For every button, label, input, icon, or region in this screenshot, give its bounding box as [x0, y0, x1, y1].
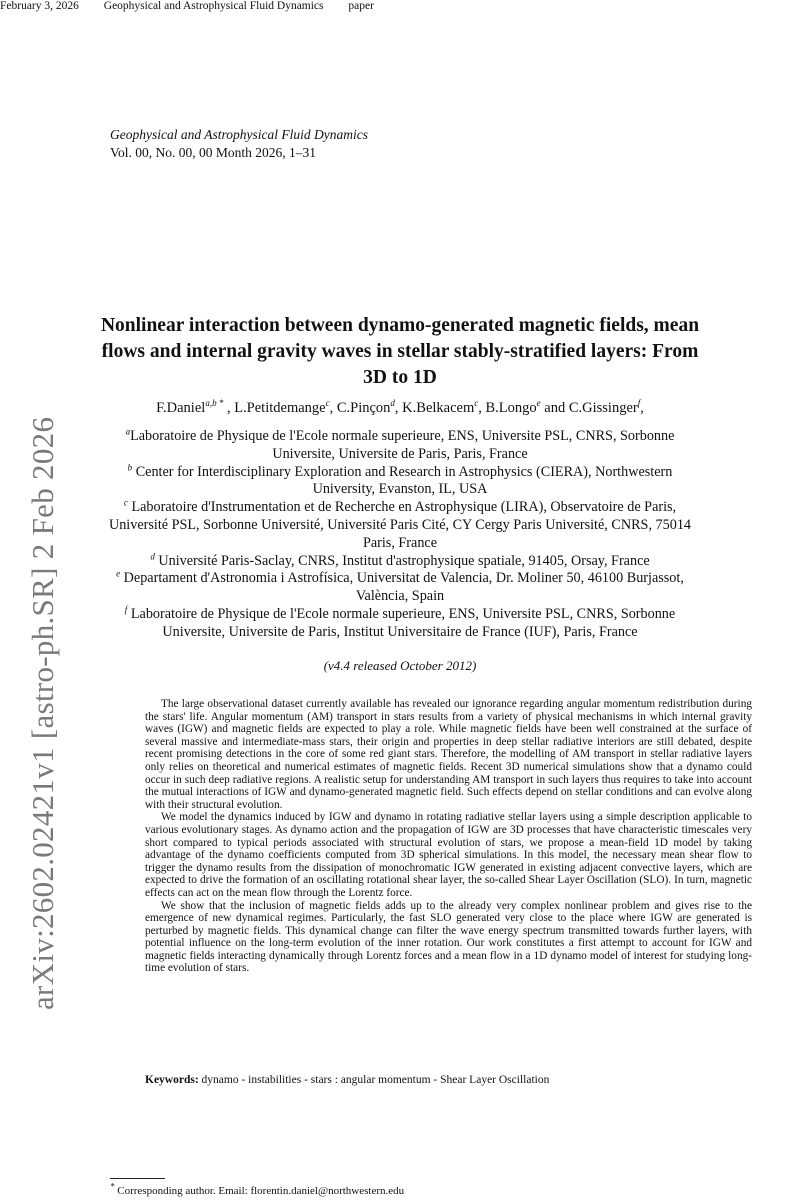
affiliation: $^f$ Laboratoire de Physique de l'Ecole normale superieure, ENS, Universite PSL, CNRS, Sorbonne Universite, Universite de Paris, Institut Universitaire de France (IUF), Paris, France	[124, 604, 676, 640]
abstract-paragraph: The large observational dataset currently available has revealed our ignorance regarding angular momentum redistribution during the stars' life. Angular momentum (AM) transport in stars results from a variety of physical mechanisms in which internal gravity waves (IGW) and magnetic fields are expected to play a role. While magnetic fields have been well constrained at the surface of several massive and intermediate-mass stars, their origin and properties in deep stellar radiative interiors are still debated, despite recent promising detections in the core of some red giant stars. Therefore, the modelling of AM transport in stellar radiative layers only relies on theoretical and numerical estimates of magnetic fields. Recent 3D numerical simulations show that a dynamo could occur in such deep radiative regions. A realistic setup for understanding AM transport in such layers thus requires to take into account the mutual interactions of IGW and dynamo-generated magnetic field. Such effects depend on stellar conditions and can evolve along with their structural evolution.	[145, 698, 752, 811]
journal-volume: Vol. 00, No. 00, 00 Month 2026, 1–31	[110, 145, 317, 160]
arxiv-identifier[interactable]: arXiv:2602.02421v1 [astro-ph.SR] 2 Feb 2026	[25, 416, 60, 1010]
keywords	[145, 1074, 752, 1086]
paper-title: Nonlinear interaction between dynamo-generated magnetic fields, mean flows and internal gravity waves in stellar stably-stratified layers: From 3D to 1D	[100, 315, 700, 388]
author: K.Belkacem$^c$,	[402, 398, 486, 416]
version-note: (v4.4 released October 2012)	[323, 658, 477, 673]
footnote-mark: *	[110, 1181, 115, 1192]
running-head	[0, 0, 520, 12]
author: C.Gissinger$^f$,	[568, 398, 644, 416]
affiliation: $^b$ Center for Interdisciplinary Exploration and Research in Astrophysics (CIERA), Northwestern University, Evanston, IL, USA	[127, 461, 673, 498]
running-head-journal: Geophysical and Astrophysical Fluid Dynamics	[103, 0, 324, 12]
author: C.Pinçon$^d$,	[336, 398, 403, 416]
author: F.Daniel$^{a,b *}$ ,	[156, 398, 235, 416]
abstract-paragraph: We show that the inclusion of magnetic fields adds up to the already very complex nonlinear problem and gives rise to the emergence of new dynamical regimes. Particularly, the fast SLO generated very close to the place where IGW are generated is perturbed by magnetic fields. This dynamical change can filter the wave energy spectrum transmitted towards further layers, with potential influence on the long-term evolution of the inner rotation. Our work constitutes a first attempt to account for IGW and magnetic fields interacting dynamically through Lorentz forces and a mean flow in a 1D dynamo model of interest for studying long-time evolution of stars.	[145, 899, 752, 975]
journal-name: Geophysical and Astrophysical Fluid Dynamics	[110, 127, 368, 142]
footnote-rule	[110, 1178, 165, 1179]
author: L.Petitdemange$^c$,	[234, 398, 337, 416]
author-list	[100, 400, 700, 417]
abstract	[145, 698, 752, 975]
affiliation: $^c$ Laboratoire d'Instrumentation et de Recherche en Astrophysique (LIRA), Observatoire de Paris, Université PSL, Sorbonne Université, Université Paris Cité, CY Cergy Paris Université, CNRS, 75014 Paris, France	[108, 497, 692, 551]
author: B.Longo$^e$ and	[485, 398, 569, 416]
affiliation: $^d$ Université Paris-Saclay, CNRS, Institut d'astrophysique spatiale, 91405, Orsay, France	[150, 550, 650, 569]
journal-block	[110, 126, 368, 162]
footnote	[110, 1181, 405, 1197]
abstract-paragraph: We model the dynamics induced by IGW and dynamo in rotating radiative stellar layers using a simple description applicable to various evolutionary stages. As dynamo action and the propagation of IGW are 3D processes that have characteristic timescales very short compared to typical periods associated with structural evolution of stars, we propose a mean-field 1D model by taking advantage of the dynamo coefficients computed from 3D spherical simulations. In this model, the necessary mean shear flow to trigger the dynamo results from the dissipation of monochromatic IGW generated in existing adjacent convective layers, which are expected to drive the formation of an oscillating rotational shear layer, the so-called Shear Layer Oscillation (SLO). In turn, magnetic effects can act on the mean flow through the Lorentz force.	[145, 811, 752, 899]
keywords-text: dynamo - instabilities - stars : angular momentum - Shear Layer Oscillation	[198, 1074, 550, 1086]
affiliation-list	[100, 428, 700, 642]
keywords-label: Keywords:	[145, 1074, 199, 1086]
running-head-date: February 3, 2026	[0, 0, 79, 12]
footnote-text: Corresponding author. Email: florentin.daniel@northwestern.edu	[114, 1185, 405, 1197]
running-head-type: paper	[348, 0, 374, 12]
affiliation: $^e$ Departament d'Astronomia i Astrofísica, Universitat de Valencia, Dr. Moliner 50, 46100 Burjassot, València, Spain	[116, 568, 684, 605]
affiliation: $^a$Laboratoire de Physique de l'Ecole normale superieure, ENS, Universite PSL, CNRS, Sorbonne Universite, Universite de Paris, Paris, France	[125, 426, 675, 462]
